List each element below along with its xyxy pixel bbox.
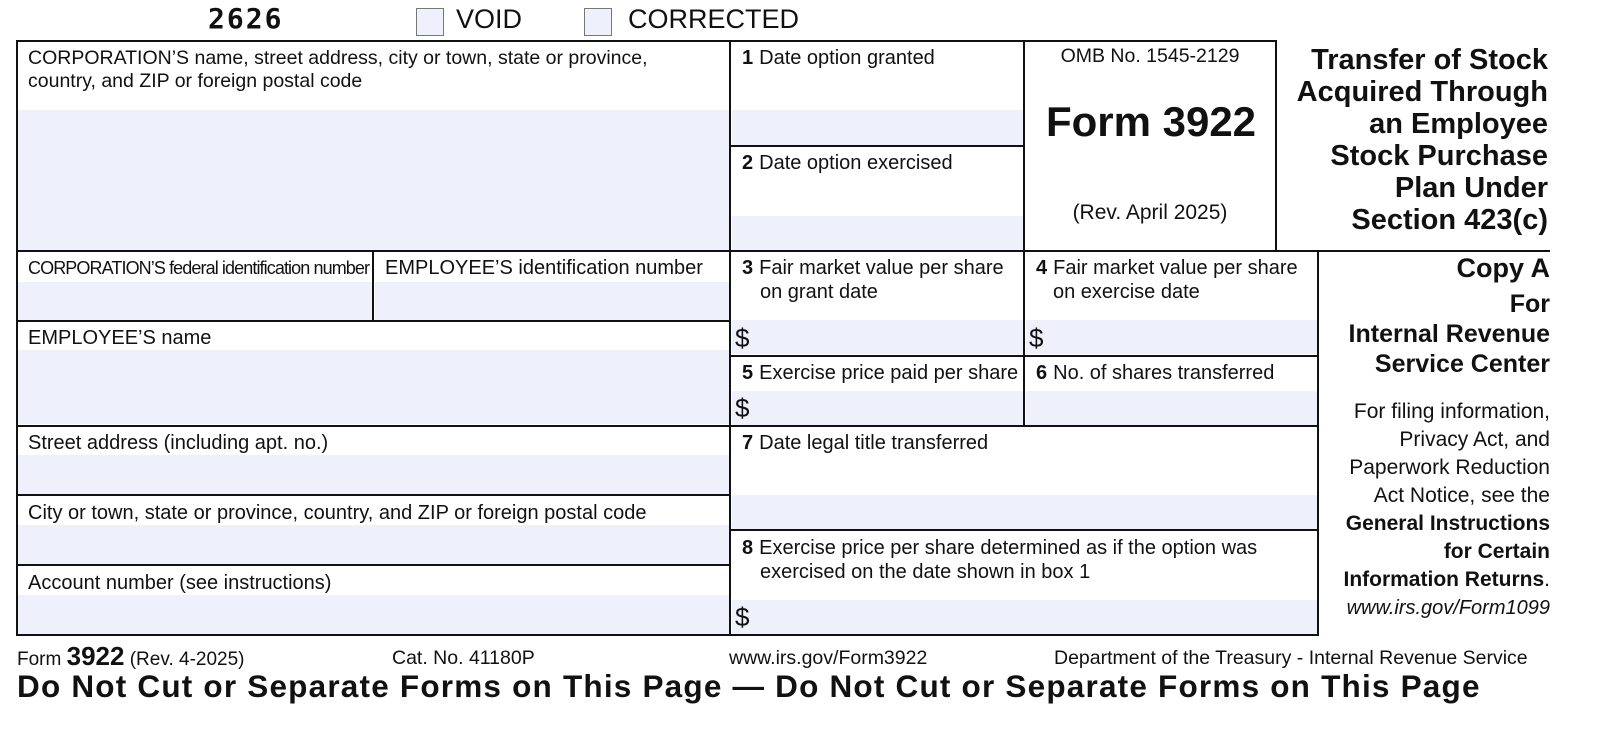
box1-label [742,46,935,70]
account-number-field[interactable] [18,595,730,634]
box2-label [742,151,953,175]
box8-number: 8 [742,537,754,559]
box2-field[interactable] [732,216,1024,250]
gi-line-3: Information Returns [1343,568,1545,591]
box8-dollar: $ [735,602,750,632]
form-title: Form 3922 [1045,98,1257,145]
box4-dollar: $ [1029,323,1044,353]
box4-number: 4 [1036,257,1048,279]
copy-a-irs [1300,319,1550,379]
filing-info [1300,398,1550,622]
corporation-fed-id-field[interactable] [18,282,373,320]
heading-line-2: Acquired Through [1296,76,1548,108]
corporation-name-label-2: country, and ZIP or foreign postal code [28,70,363,92]
box1-number: 1 [742,47,754,69]
gi-line-1: General Instructions [1345,512,1550,535]
info-url[interactable]: www.irs.gov/Form1099 [1346,597,1550,619]
heading-line-1: Transfer of Stock [1311,44,1548,76]
box4-label [1036,256,1298,280]
box5-text: Exercise price paid per share [759,362,1019,384]
box3-label-2: on grant date [760,281,878,303]
info-line-4: Act Notice, see the [1373,484,1550,507]
form-code: 2626 [208,2,284,35]
box5-label [742,361,1018,385]
footer-form-number: 3922 [66,641,125,671]
box7-field[interactable] [732,495,1318,529]
gi-period: . [1544,568,1550,591]
box8-label [742,536,1257,560]
box4-field[interactable] [1026,320,1318,354]
city-field[interactable] [18,525,730,564]
grid-line [729,40,731,636]
box1-field[interactable] [732,110,1024,146]
box3-number: 3 [742,257,754,279]
employee-id-field[interactable] [375,282,730,320]
footer-url[interactable]: www.irs.gov/Form3922 [729,647,928,669]
copy-a-title: Copy A [1456,253,1550,283]
employee-name-label: EMPLOYEE’S name [28,327,212,349]
void-label: VOID [456,4,523,34]
grid-line [16,564,730,566]
heading-line-4: Stock Purchase [1330,140,1548,172]
city-label: City or town, state or province, country, and ZIP or foreign postal code [28,502,647,524]
box8-label-2: exercised on the date shown in box 1 [760,561,1091,583]
box2-number: 2 [742,152,754,174]
form-heading [1280,44,1548,236]
grid-line [16,40,1276,42]
grid-line [372,250,374,322]
box5-field[interactable] [732,391,1024,425]
box6-number: 6 [1036,362,1048,384]
box2-text: Date option exercised [759,152,953,174]
omb-number: OMB No. 1545-2129 [1060,45,1240,67]
employee-name-field[interactable] [18,350,730,424]
box3-dollar: $ [735,323,750,353]
box3-label [742,256,1004,280]
footer-cat-no: Cat. No. 41180P [392,647,535,669]
box3-field[interactable] [732,320,1024,354]
info-line-3: Paperwork Reduction [1349,456,1550,479]
heading-line-3: an Employee [1369,108,1548,140]
box6-text: No. of shares transferred [1053,362,1275,384]
grid-line [16,40,18,636]
box6-label [1036,361,1274,385]
grid-line [1275,40,1277,252]
corrected-checkbox[interactable] [584,8,612,36]
street-address-field[interactable] [18,455,730,494]
corporation-name-field[interactable] [18,110,730,250]
account-number-label: Account number (see instructions) [28,572,332,594]
grid-line [16,425,1318,427]
grid-line [16,250,1550,252]
box7-text: Date legal title transferred [759,432,989,454]
box8-text-1: Exercise price per share determined as if the option was [759,537,1258,559]
grid-line [16,634,1318,636]
gi-line-2: for Certain [1443,540,1550,563]
footer-department: Department of the Treasury - Internal Revenue Service [1054,647,1528,669]
heading-line-5: Plan Under [1394,172,1548,204]
footer-form-word: Form [17,649,62,670]
box4-label-2: on exercise date [1053,281,1200,303]
box7-number: 7 [742,432,754,454]
box6-field[interactable] [1026,391,1318,425]
irs-line-2: Service Center [1374,350,1550,378]
footer-form-rev: (Rev. 4-2025) [129,649,245,670]
info-line-1: For filing information, [1353,400,1550,423]
grid-line [730,529,1318,531]
corrected-label: CORRECTED [628,4,800,34]
box3-text-1: Fair market value per share [759,257,1004,279]
void-checkbox[interactable] [416,8,444,36]
box7-label [742,431,988,455]
grid-line [16,494,730,496]
grid-line [730,145,1024,147]
copy-a-for: For [1509,290,1550,318]
corporation-fed-id-label: CORPORATION’S federal identification number [28,258,370,278]
gi-line-3-wrap [1300,566,1550,594]
do-not-cut-warning: Do Not Cut or Separate Forms on This Page — Do Not Cut or Separate Forms on This Page [17,668,1481,704]
corporation-name-label-1: CORPORATION’S name, street address, city or town, state or province, [28,47,648,69]
irs-line-1: Internal Revenue [1348,320,1550,348]
box5-number: 5 [742,362,754,384]
heading-line-6: Section 423(c) [1351,204,1548,236]
box4-text-1: Fair market value per share [1053,257,1298,279]
box8-field[interactable] [732,600,1318,634]
street-address-label: Street address (including apt. no.) [28,432,329,454]
box1-text: Date option granted [759,47,935,69]
employee-id-label: EMPLOYEE’S identification number [385,257,703,279]
form-revision: (Rev. April 2025) [1072,201,1228,224]
info-line-2: Privacy Act, and [1399,428,1550,451]
box5-dollar: $ [735,393,750,423]
